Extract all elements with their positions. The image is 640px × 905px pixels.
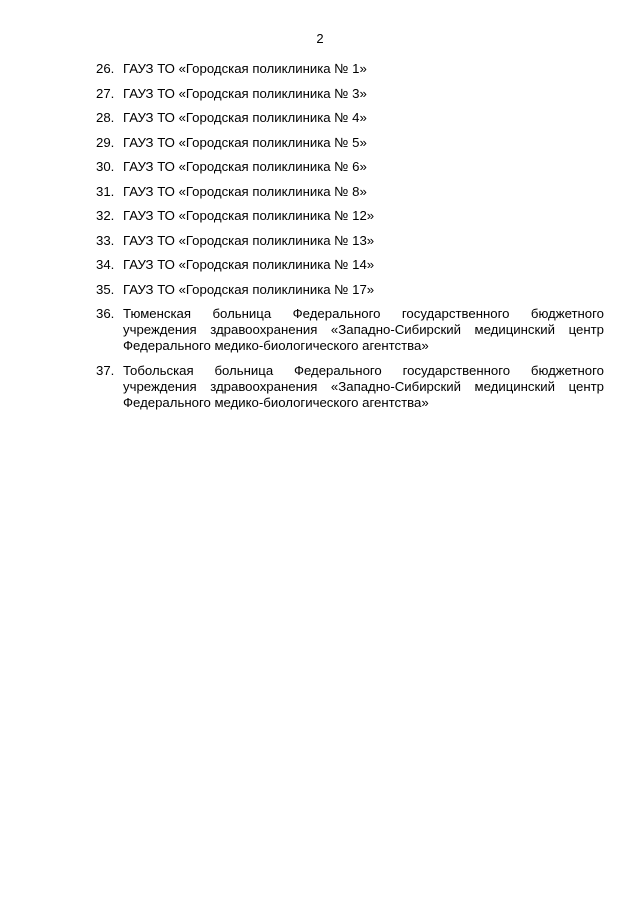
item-text: ГАУЗ ТО «Городская поликлиника № 5» xyxy=(123,134,367,150)
item-number: 31. xyxy=(96,183,115,199)
item-text: ГАУЗ ТО «Городская поликлиника № 4» xyxy=(123,110,367,125)
item-number: 30. xyxy=(96,159,115,174)
list-item xyxy=(96,110,604,126)
item-text: ГАУЗ ТО «Городская поликлиника № 14» xyxy=(123,257,375,272)
list-item xyxy=(96,135,604,151)
item-text: Тюменская больница Федерального государственного бюджетного учреждения здравоохранения «Западно-Сибирский медицинский центр Федерального медико-биологического агентства» xyxy=(123,306,604,353)
item-number: 26. xyxy=(96,61,115,76)
page-number: 2 xyxy=(316,31,324,46)
item-text: ГАУЗ ТО «Городская поликлиника № 12» xyxy=(123,208,375,223)
list-item xyxy=(96,257,604,273)
list-item xyxy=(96,233,604,249)
item-text: ГАУЗ ТО «Городская поликлиника № 3» xyxy=(123,85,367,101)
item-number: 35. xyxy=(96,281,115,297)
item-text: ГАУЗ ТО «Городская поликлиника № 8» xyxy=(123,183,367,199)
item-number: 29. xyxy=(96,134,115,150)
list-item xyxy=(96,61,604,77)
item-text: ГАУЗ ТО «Городская поликлиника № 6» xyxy=(123,159,367,174)
item-number: 36. xyxy=(96,306,115,321)
list-item xyxy=(96,363,604,411)
item-number: 34. xyxy=(96,257,115,272)
item-number: 28. xyxy=(96,110,115,125)
item-number: 27. xyxy=(96,85,115,101)
institution-list xyxy=(96,61,604,419)
item-text: ГАУЗ ТО «Городская поликлиника № 1» xyxy=(123,61,367,76)
item-text: ГАУЗ ТО «Городская поликлиника № 13» xyxy=(123,232,375,248)
list-item xyxy=(96,184,604,200)
item-number: 33. xyxy=(96,232,115,248)
item-number: 32. xyxy=(96,208,115,223)
list-item xyxy=(96,86,604,102)
item-text: ГАУЗ ТО «Городская поликлиника № 17» xyxy=(123,281,375,297)
list-item xyxy=(96,208,604,224)
list-item xyxy=(96,282,604,298)
item-text: Тобольская больница Федерального государственного бюджетного учреждения здравоохранения «Западно-Сибирский медицинский центр Федерального медико-биологического агентства» xyxy=(123,362,604,410)
list-item xyxy=(96,159,604,175)
item-number: 37. xyxy=(96,362,115,378)
list-item xyxy=(96,306,604,354)
